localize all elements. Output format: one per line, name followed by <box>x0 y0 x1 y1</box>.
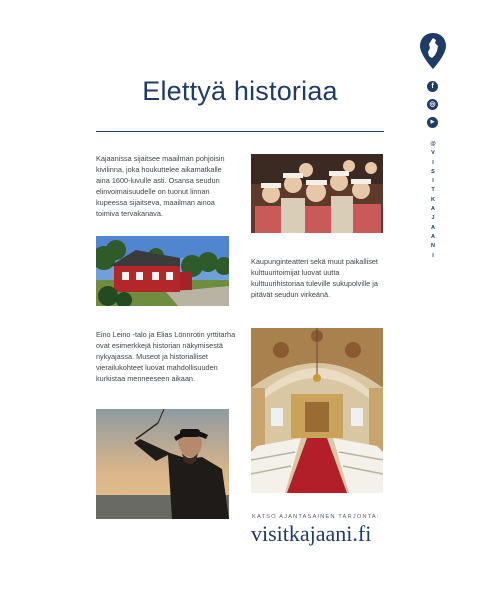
handle-letter: T <box>431 187 435 194</box>
handle-letter: J <box>431 215 435 222</box>
handle-letter: I <box>432 159 434 166</box>
museums-paragraph: Eino Leino -talo ja Elias Lönnrotin yrttitarha ovat esimerkkejä historian näkymisestä nykyajassa. Museot ja historialliset vierailukohteet luovat mahdollisuuden kurkistaa menneeseen aikaan. <box>96 330 236 383</box>
red-house-photo <box>96 236 229 306</box>
title-divider <box>96 131 384 132</box>
handle-letter: @ <box>430 141 436 147</box>
website-link[interactable]: visitkajaani.fi <box>251 521 372 546</box>
theatre-paragraph: Kaupunginteatteri sekä muut paikalliset kulttuuritoimijat luovat uutta kulttuurihistoriaa tuleville sukupolville ja pitävät seudun virkeänä. <box>251 257 378 299</box>
instagram-icon[interactable]: ◎ <box>427 99 438 110</box>
castle-paragraph: Kajaanissa sijaitsee maailman pohjoisin kivilinna, joka houkuttelee aikamatkalle aina 1600-luvulle asti. Osansa seudun elinvoimaisuudelle on tuonut linnan kupeessa sijaitseva, maailman ainoa toimiva tervakanava. <box>96 154 225 218</box>
handle-letter: A <box>431 206 435 213</box>
theatre-actors-photo <box>251 154 383 233</box>
cta-label: KATSO AJANTASAINEN TARJONTA: <box>252 514 380 520</box>
page-title: Elettyä historiaa <box>142 76 338 106</box>
church-interior-photo <box>251 328 383 493</box>
handle-letter: A <box>431 233 435 240</box>
finland-map-pin-icon <box>419 32 447 70</box>
social-handle <box>426 140 440 261</box>
handle-letter: S <box>431 168 435 175</box>
handle-letter: K <box>431 196 435 203</box>
facebook-icon[interactable]: f <box>427 81 438 92</box>
man-sunset-photo <box>96 409 229 519</box>
handle-letter: A <box>431 224 435 231</box>
handle-letter: N <box>431 243 435 250</box>
handle-letter: I <box>432 252 434 259</box>
youtube-icon[interactable]: ▶ <box>427 117 438 128</box>
handle-letter: V <box>431 150 435 157</box>
handle-letter: I <box>432 178 434 185</box>
